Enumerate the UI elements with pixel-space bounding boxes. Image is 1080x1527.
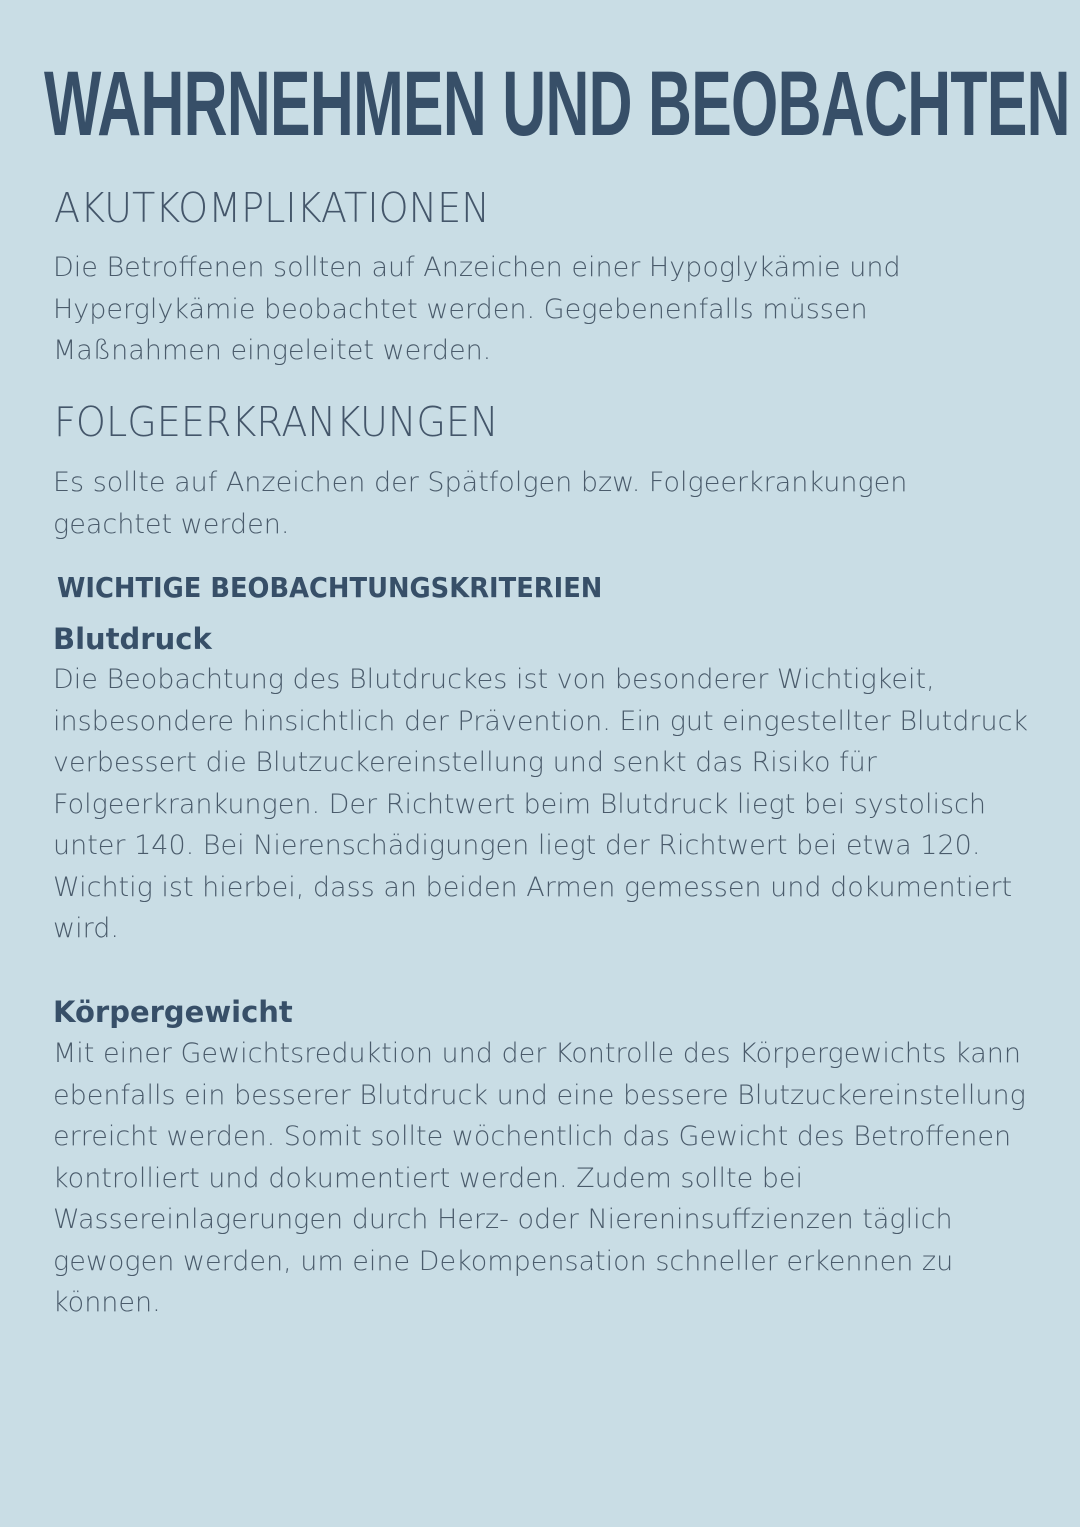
section-text-akutkomplikationen: Die Betroffenen sollten auf Anzeichen einer Hypoglykämie und Hyperglykämie beobachtet werden. Gegebenenfalls müssen Maßnahmen eingeleitet werden. bbox=[53, 252, 901, 366]
section-text-folgeerkrankungen: Es sollte auf Anzeichen der Spätfolgen bzw. Folgeerkrankungen geachtet werden. bbox=[53, 467, 908, 540]
section-heading-folgeerkrankungen: FOLGEERKRANKUNGEN bbox=[54, 398, 499, 446]
criterion-label-koerpergewicht: Körpergewicht bbox=[53, 995, 293, 1029]
page-title: WAHRNEHMEN UND BEOBACHTEN bbox=[44, 53, 1070, 155]
criterion-label-blutdruck: Blutdruck bbox=[53, 622, 212, 656]
section-heading-akutkomplikationen: AKUTKOMPLIKATIONEN bbox=[54, 184, 490, 232]
criterion-text-koerpergewicht: Mit einer Gewichtsreduktion und der Kontrolle des Körpergewichts kann ebenfalls ein besserer Blutdruck und eine bessere Blutzuckereinstellung erreicht werden. Somit sollte wöchentlich das Gewicht des Betroffenen kontrolliert und dokumentiert werden. Zudem sollte bei Wassereinlagerungen durch Herz- oder Niereninsuffzienzen täglich gewogen werden, um eine Dekompensation schneller erkennen zu können. bbox=[53, 1038, 1026, 1318]
criteria-heading: WICHTIGE BEOBACHTUNGSKRITERIEN bbox=[57, 571, 603, 604]
criterion-text-blutdruck: Die Beobachtung des Blutdruckes ist von besonderer Wichtigkeit, insbesondere hinsichtlich der Prävention. Ein gut eingestellter Blutdruck verbessert die Blutzuckereinstellung und senkt das Risiko für Folgeerkrankungen. Der Richtwert beim Blutdruck liegt bei systolisch unter 140. Bei Nierenschädigungen liegt der Richtwert bei etwa 120. Wichtig ist hierbei, dass an beiden Armen gemessen und dokumentiert wird. bbox=[53, 664, 1029, 944]
